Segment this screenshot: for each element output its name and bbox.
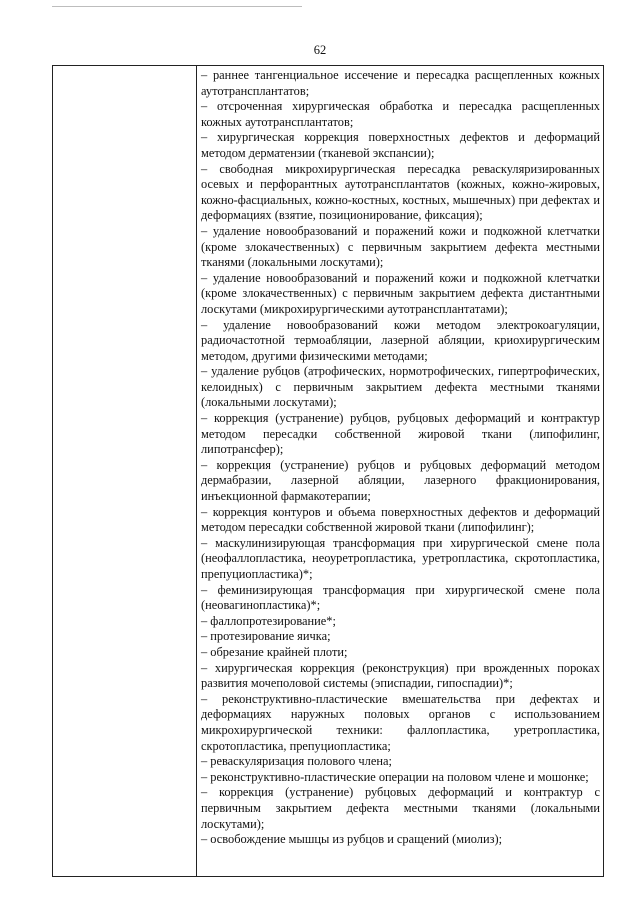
procedures-cell: [197, 66, 604, 877]
procedure-item: – удаление рубцов (атрофических, нормотрофических, гипертрофических, келоидных) с первичным закрытием дефекта местными тканями (локальными лоскутами);: [201, 364, 600, 410]
page-number: 62: [313, 43, 327, 57]
procedure-item: – коррекция контуров и объема поверхностных дефектов и деформаций методом пересадки собственной жировой ткани (липофилинг);: [201, 504, 600, 535]
procedure-item: – отсроченная хирургическая обработка и пересадка расщепленных кожных аутотрансплантатов;: [201, 99, 600, 129]
procedure-item: – свободная микрохирургическая пересадка реваскуляризированных осевых и перфорантных аутотрансплантатов (кожных, кожно-жировых, кожно-фасциальных, кожно-костных, костных, мышечных) при дефектах и деформациях (взятие, позиционирование, фиксация);: [201, 161, 600, 223]
procedure-item: – протезирование яичка;: [201, 629, 331, 644]
procedures-table: [52, 65, 604, 877]
procedure-item: – хирургическая коррекция (реконструкция) при врожденных пороках развития мочеполовой системы (эписпадии, гипоспадии)*;: [201, 660, 600, 691]
empty-left-cell: [53, 66, 197, 877]
scan-edge-line: [52, 6, 302, 7]
procedure-item: – коррекция (устранение) рубцов, рубцовых деформаций и контрактур методом пересадки собственной жировой ткани (липофилинг, липотрансфер);: [201, 411, 600, 457]
procedure-item: – обрезание крайней плоти;: [201, 644, 348, 659]
procedure-item: – фаллопротезирование*;: [201, 613, 336, 628]
procedure-item: – освобождение мышцы из рубцов и сращений (миолиз);: [201, 832, 503, 847]
procedure-item: – хирургическая коррекция поверхностных дефектов и деформаций методом дерматензии (тканевой экспансии);: [201, 130, 600, 160]
procedure-item: – реконструктивно-пластические операции на половом члене и мошонке;: [201, 769, 589, 784]
table-row: [53, 66, 604, 877]
procedure-item: – раннее тангенциальное иссечение и пересадка расщепленных кожных аутотрансплантатов;: [201, 68, 600, 98]
procedure-item: – удаление новообразований и поражений кожи и подкожной клетчатки (кроме злокачественных) с первичным закрытием дефекта местными тканями (локальными лоскутами);: [201, 223, 600, 270]
procedure-item: – реваскуляризация полового члена;: [201, 754, 392, 769]
procedure-item: – феминизирующая трансформация при хирургической смене пола (неовагинопластика)*;: [201, 582, 600, 613]
procedure-item: – реконструктивно-пластические вмешательства при дефектах и деформациях наружных половых органов с использованием микрохирургической техники: фаллопластика, уретропластика, скротопластика, препуциопластика;: [201, 691, 600, 753]
procedure-item: – коррекция (устранение) рубцов и рубцовых деформаций методом дермабразии, лазерной абляции, лазерного фракционирования, инъекционной фармакотерапии;: [201, 457, 600, 504]
procedure-item: – коррекция (устранение) рубцовых деформаций и контрактур с первичным закрытием дефекта местными тканями (локальными лоскутами);: [201, 785, 600, 831]
procedure-item: – маскулинизирующая трансформация при хирургической смене пола (неофаллопластика, неоуретропластика, уретропластика, скротопластика, препуциопластика)*;: [201, 535, 600, 581]
procedure-item: – удаление новообразований и поражений кожи и подкожной клетчатки (кроме злокачественных) с первичным закрытием дефекта дистантными лоскутами (микрохирургическими аутотрансплантатами);: [201, 270, 600, 316]
procedure-item: – удаление новообразований кожи методом электрокоагуляции, радиочастотной термоабляции, лазерной абляции, криохирургическим методом, другими физическими методами;: [201, 317, 600, 363]
